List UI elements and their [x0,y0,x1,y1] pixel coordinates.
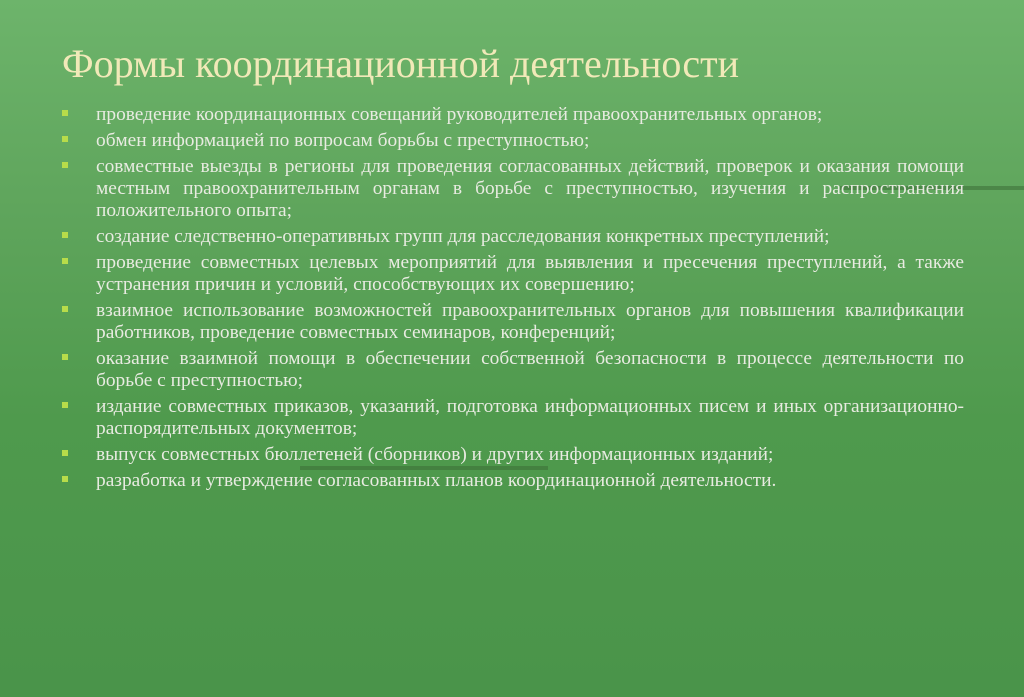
square-bullet-icon [62,450,68,456]
list-item [62,470,964,492]
list-item [62,226,964,248]
square-bullet-icon [62,162,68,168]
list-item [62,300,964,344]
list-item [62,396,964,440]
list-item [62,348,964,392]
square-bullet-icon [62,258,68,264]
bullet-text: создание следственно-оперативных групп для расследования конкретных преступлений; [96,226,830,247]
square-bullet-icon [62,136,68,142]
list-item [62,104,964,126]
list-item [62,444,964,466]
slide-title: Формы координационной деятельности [62,41,739,86]
bullet-text: обмен информацией по вопросам борьбы с преступностью; [96,130,590,151]
bullet-text: совместные выезды в регионы для проведения согласованных действий, проверок и оказания помощи местным правоохранительным органам в борьбе с преступностью, изучения и распространения положительного опыта; [96,156,964,221]
bullet-text: проведение совместных целевых мероприятий для выявления и пресечения преступлений, а также устранения причин и условий, способствующих их совершению; [96,252,964,295]
list-item [62,252,964,296]
square-bullet-icon [62,354,68,360]
bullet-text: разработка и утверждение согласованных планов координационной деятельности. [96,470,777,491]
bullet-text: проведение координационных совещаний руководителей правоохранительных органов; [96,104,823,125]
bullet-text: оказание взаимной помощи в обеспечении собственной безопасности в процессе деятельности по борьбе с преступностью; [96,348,964,391]
square-bullet-icon [62,232,68,238]
square-bullet-icon [62,476,68,482]
bullet-list [62,104,964,496]
square-bullet-icon [62,110,68,116]
list-item [62,156,964,222]
bullet-text: издание совместных приказов, указаний, подготовка информационных писем и иных организационно-распорядительных документов; [96,396,964,439]
square-bullet-icon [62,306,68,312]
list-item [62,130,964,152]
bullet-text: взаимное использование возможностей правоохранительных органов для повышения квалификации работников, проведение совместных семинаров, конференций; [96,300,964,343]
bullet-text: выпуск совместных бюллетеней (сборников) и других информационных изданий; [96,444,774,465]
square-bullet-icon [62,402,68,408]
